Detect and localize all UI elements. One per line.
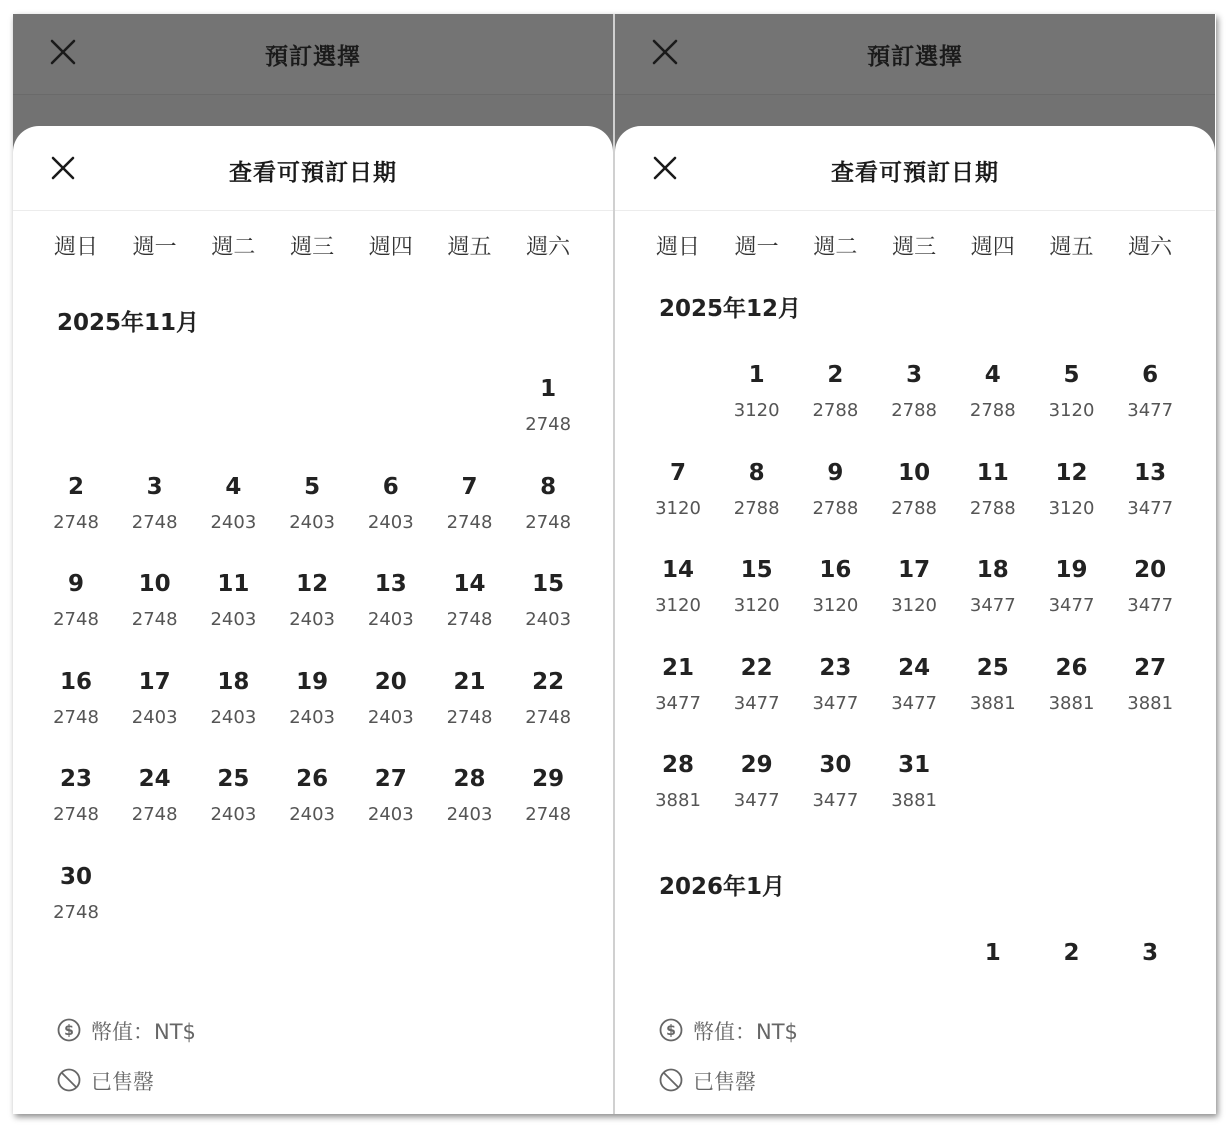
day-price: 2788 [812, 400, 859, 421]
calendar-day[interactable] [1033, 458, 1111, 520]
day-number: 15 [532, 571, 565, 598]
calendar-day[interactable] [718, 360, 796, 422]
day-price: 3477 [969, 595, 1016, 617]
day-number: 7 [461, 473, 478, 500]
calendar-day[interactable] [37, 667, 115, 729]
day-price: 2403 [289, 804, 335, 826]
day-price: 2788 [812, 497, 859, 519]
day-number: 30 [59, 864, 92, 890]
day-price: 2788 [969, 497, 1016, 519]
day-number: 16 [59, 668, 92, 695]
weekday-label: 週四 [970, 235, 1015, 260]
calendar-day[interactable] [431, 472, 509, 534]
calendar-day[interactable] [718, 555, 796, 617]
day-number: 2 [827, 362, 844, 388]
calendar-day[interactable] [273, 569, 351, 631]
legend-sold-out-text: 已售罄 [693, 1070, 756, 1094]
day-price: 2403 [367, 706, 414, 728]
calendar-day[interactable] [116, 667, 194, 729]
svg-text:$: $ [64, 1023, 74, 1039]
day-price: 2748 [53, 511, 99, 533]
day-price: 2403 [367, 609, 414, 631]
calendar-day[interactable] [954, 938, 1032, 968]
day-number: 26 [296, 766, 329, 793]
legend-sold-out-text: 已售罄 [91, 1070, 154, 1094]
day-number: 19 [1055, 557, 1088, 584]
day-price: 3120 [891, 595, 937, 617]
day-price: 3477 [891, 692, 937, 714]
calendar-day[interactable] [1033, 938, 1111, 968]
calendar-day[interactable] [509, 472, 587, 534]
calendar-day[interactable] [509, 667, 587, 729]
day-price: 3477 [1048, 595, 1095, 617]
calendar-day[interactable] [37, 472, 115, 534]
calendar-day[interactable] [1111, 653, 1189, 715]
day-number: 29 [532, 766, 565, 793]
day-number: 26 [1055, 654, 1088, 681]
calendar-day[interactable] [352, 764, 430, 826]
svg-text:$: $ [666, 1023, 676, 1039]
day-price: 2748 [525, 706, 572, 728]
day-number: 25 [217, 766, 250, 793]
day-price: 2748 [446, 511, 493, 533]
day-number: 1 [748, 362, 765, 388]
calendar-day[interactable] [1033, 555, 1111, 617]
calendar-day[interactable] [954, 653, 1032, 715]
day-number: 6 [382, 473, 399, 500]
day-number: 10 [898, 459, 931, 486]
weekday-label: 週四 [368, 235, 413, 260]
top-header [615, 14, 1215, 92]
day-price: 2788 [733, 497, 780, 519]
day-price: 3120 [812, 595, 859, 617]
day-number: 11 [976, 459, 1009, 486]
day-price: 3477 [812, 692, 859, 714]
day-price: 2403 [446, 804, 493, 826]
day-price: 2748 [53, 902, 99, 923]
calendar-day[interactable] [954, 360, 1032, 422]
day-number: 14 [661, 557, 694, 584]
day-price: 2748 [446, 609, 493, 631]
day-number: 20 [374, 668, 407, 695]
calendar-day[interactable] [431, 569, 509, 631]
day-price: 2403 [210, 609, 257, 631]
sheet-title: 查看可預訂日期 [831, 160, 999, 186]
day-price: 2748 [131, 804, 178, 826]
calendar-day[interactable] [796, 653, 874, 715]
day-number: 12 [296, 571, 329, 598]
divider [13, 210, 613, 211]
day-number: 14 [453, 571, 486, 598]
day-price: 2748 [53, 706, 99, 728]
calendar-day[interactable] [37, 569, 115, 631]
day-price: 3881 [969, 692, 1016, 714]
day-number: 28 [453, 766, 486, 793]
day-price: 3477 [655, 692, 701, 714]
day-number: 8 [540, 473, 557, 500]
weekday-label: 週日 [655, 235, 700, 260]
day-number: 17 [138, 668, 171, 695]
booking-panel-december [615, 14, 1215, 1114]
calendar-day[interactable] [1111, 360, 1189, 422]
weekday-label: 週五 [447, 235, 492, 260]
day-price: 2788 [969, 400, 1016, 421]
calendar-day[interactable] [639, 555, 717, 617]
calendar-day[interactable] [431, 667, 509, 729]
no-entry-circle-icon [57, 1068, 81, 1092]
day-number: 7 [669, 459, 686, 486]
day-number: 9 [67, 571, 84, 598]
calendar-day[interactable] [875, 555, 953, 617]
weekday-label: 週六 [1128, 235, 1173, 260]
day-number: 21 [453, 668, 486, 695]
calendar-day[interactable] [875, 458, 953, 520]
calendar-day[interactable] [1111, 555, 1189, 617]
date-sheet [615, 126, 1215, 1114]
day-number: 27 [374, 766, 407, 793]
day-number: 22 [532, 668, 565, 695]
day-number: 18 [976, 557, 1009, 584]
day-number: 13 [1134, 459, 1167, 486]
day-number: 5 [304, 473, 321, 500]
page-title: 預訂選擇 [265, 44, 361, 70]
day-number: 23 [819, 654, 852, 681]
calendar-day[interactable] [1033, 653, 1111, 715]
day-number: 25 [976, 654, 1009, 681]
day-number: 17 [898, 557, 931, 584]
calendar-day[interactable] [116, 569, 194, 631]
day-number: 18 [217, 668, 250, 695]
day-price: 2403 [367, 511, 414, 533]
calendar-day[interactable] [116, 764, 194, 826]
weekday-label: 週三 [290, 235, 335, 260]
day-price: 3120 [1048, 400, 1095, 421]
day-price: 2748 [525, 511, 572, 533]
day-price: 3120 [1048, 497, 1095, 519]
day-price: 2748 [131, 609, 178, 631]
calendar-day[interactable] [796, 458, 874, 520]
calendar-day[interactable] [796, 360, 874, 422]
day-price: 3881 [891, 790, 937, 812]
day-price: 3477 [733, 790, 780, 812]
calendar-day[interactable] [273, 667, 351, 729]
calendar-day[interactable] [194, 764, 272, 826]
calendar-day[interactable] [194, 667, 272, 729]
day-price: 2403 [367, 804, 414, 826]
no-entry-circle-icon [659, 1068, 683, 1092]
weekday-label: 週日 [53, 235, 98, 260]
day-number: 1 [984, 940, 1001, 966]
calendar-day[interactable] [509, 569, 587, 631]
calendar-day[interactable] [954, 458, 1032, 520]
calendar-day[interactable] [639, 458, 717, 520]
day-price: 3477 [1127, 400, 1174, 421]
screenshot-frame [13, 14, 1216, 1114]
day-number: 10 [138, 571, 171, 598]
calendar-day[interactable] [431, 764, 509, 826]
day-price: 3120 [655, 497, 701, 519]
day-price: 3477 [733, 692, 780, 714]
weekday-label: 週五 [1049, 235, 1094, 260]
day-price: 3881 [655, 790, 701, 812]
page-title: 預訂選擇 [867, 44, 963, 70]
weekday-label: 週一 [734, 235, 779, 260]
day-price: 2788 [891, 400, 937, 421]
top-header [13, 14, 613, 92]
day-number: 16 [819, 557, 852, 584]
day-number: 31 [898, 752, 931, 779]
calendar-day[interactable] [194, 472, 272, 534]
day-price: 3477 [1127, 595, 1174, 617]
day-number: 29 [740, 752, 773, 779]
calendar-day[interactable] [352, 472, 430, 534]
date-sheet [13, 126, 613, 1114]
day-price: 3881 [1127, 692, 1174, 714]
day-price: 2748 [131, 511, 178, 533]
day-price: 2788 [891, 497, 937, 519]
day-number: 3 [146, 473, 163, 500]
day-number: 3 [906, 362, 923, 388]
calendar-day[interactable] [718, 750, 796, 812]
day-number: 20 [1134, 557, 1167, 584]
calendar-day[interactable] [875, 360, 953, 422]
day-price: 2403 [131, 706, 178, 728]
legend-currency-text: 幣值：NT$ [693, 1020, 798, 1044]
divider [615, 210, 1215, 211]
calendar-day[interactable] [1111, 938, 1189, 968]
weekday-label: 週一 [132, 235, 177, 260]
day-number: 12 [1055, 459, 1088, 486]
day-number: 27 [1134, 654, 1167, 681]
day-number: 3 [1142, 940, 1159, 966]
dollar-circle-icon [57, 1018, 81, 1042]
day-number: 1 [540, 376, 557, 402]
day-price: 2748 [53, 804, 99, 826]
day-number: 24 [898, 654, 931, 681]
calendar-day[interactable] [639, 653, 717, 715]
day-number: 8 [748, 459, 765, 486]
day-number: 2 [67, 473, 84, 500]
calendar-day[interactable] [718, 458, 796, 520]
month-title: 2025年11月 [57, 310, 200, 336]
calendar-day[interactable] [194, 569, 272, 631]
day-number: 15 [740, 557, 773, 584]
calendar-day[interactable] [352, 667, 430, 729]
month-title: 2025年12月 [659, 296, 802, 322]
calendar-day[interactable] [796, 750, 874, 812]
day-number: 6 [1142, 362, 1159, 388]
calendar-day[interactable] [875, 653, 953, 715]
calendar-day[interactable] [116, 472, 194, 534]
calendar-day[interactable] [273, 472, 351, 534]
calendar-day[interactable] [639, 750, 717, 812]
day-price: 2403 [210, 511, 257, 533]
day-price: 2403 [289, 706, 335, 728]
calendar-day[interactable] [875, 750, 953, 812]
day-price: 3120 [733, 595, 780, 617]
sheet-title: 查看可預訂日期 [229, 160, 397, 186]
weekday-label: 週六 [526, 235, 571, 260]
calendar-day[interactable] [796, 555, 874, 617]
day-number: 4 [984, 362, 1001, 388]
legend-currency-text: 幣值：NT$ [91, 1020, 196, 1044]
day-price: 3120 [733, 400, 780, 421]
day-number: 11 [217, 571, 250, 598]
calendar-day[interactable] [37, 862, 115, 924]
dollar-circle-icon [659, 1018, 683, 1042]
calendar-day[interactable] [1033, 360, 1111, 422]
day-number: 21 [661, 654, 694, 681]
calendar-day[interactable] [273, 764, 351, 826]
day-price: 2748 [446, 706, 493, 728]
day-price: 2403 [210, 706, 257, 728]
calendar-day[interactable] [509, 374, 587, 436]
calendar-day[interactable] [1111, 458, 1189, 520]
day-number: 13 [374, 571, 407, 598]
month-title: 2026年1月 [659, 874, 786, 900]
calendar-day[interactable] [954, 555, 1032, 617]
weekday-label: 週二 [813, 235, 858, 260]
day-number: 2 [1063, 940, 1080, 966]
calendar-day[interactable] [509, 764, 587, 826]
calendar-day[interactable] [37, 764, 115, 826]
day-price: 2403 [525, 609, 572, 631]
day-price: 3881 [1048, 692, 1095, 714]
calendar-day[interactable] [352, 569, 430, 631]
day-price: 3120 [655, 595, 701, 617]
day-price: 2403 [289, 511, 335, 533]
day-number: 22 [740, 654, 773, 681]
day-price: 3477 [1127, 497, 1174, 519]
day-number: 4 [225, 473, 242, 500]
day-number: 24 [138, 766, 171, 793]
booking-panel-november [13, 14, 613, 1114]
calendar-day[interactable] [718, 653, 796, 715]
weekday-header [37, 230, 587, 260]
day-number: 19 [296, 668, 329, 695]
day-price: 2748 [53, 609, 99, 631]
day-number: 28 [661, 752, 694, 779]
day-price: 2748 [525, 804, 572, 826]
weekday-header [639, 230, 1189, 260]
day-price: 2748 [525, 414, 572, 435]
day-number: 30 [819, 752, 852, 779]
day-price: 2403 [289, 609, 335, 631]
day-price: 3477 [812, 790, 859, 812]
day-price: 2403 [210, 804, 257, 826]
day-number: 5 [1063, 362, 1080, 388]
weekday-label: 週三 [892, 235, 937, 260]
day-number: 23 [59, 766, 92, 793]
weekday-label: 週二 [211, 235, 256, 260]
day-number: 9 [827, 459, 844, 486]
